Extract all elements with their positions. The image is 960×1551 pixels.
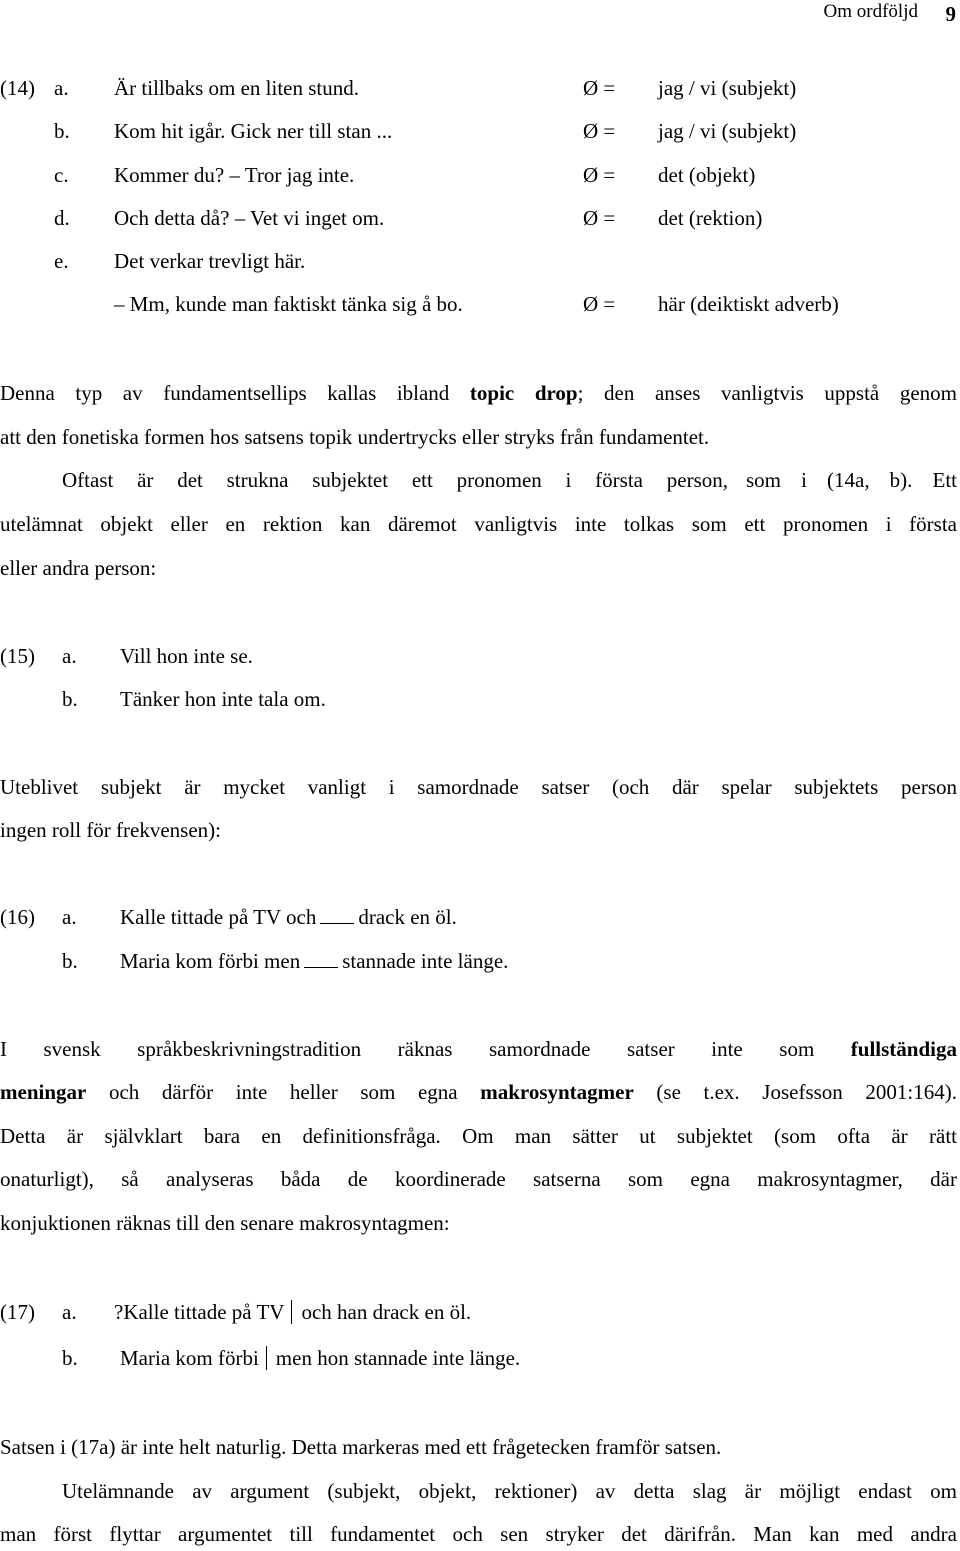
text-run: Denna typ av fundamentsellips kallas ibland xyxy=(0,381,470,405)
boundary-bar xyxy=(266,1346,267,1370)
text-run: I svensk språkbeskrivningstradition räknas samordnade satser inte som xyxy=(0,1037,851,1061)
example-sentence xyxy=(120,1346,520,1370)
paragraph-line: Satsen i (17a) är inte helt naturlig. Detta markeras med ett frågetecken framför satsen. xyxy=(0,1435,722,1459)
example-gloss: här (deiktiskt adverb) xyxy=(658,292,839,316)
null-symbol: Ø = xyxy=(583,163,616,187)
example-letter: a. xyxy=(54,76,69,100)
example-number: (15) xyxy=(0,644,35,668)
example-gloss: jag / vi (subjekt) xyxy=(658,119,797,143)
text-run: ; den anses vanligtvis uppstå genom xyxy=(577,381,957,405)
paragraph-line: Utelämnande av argument (subjekt, objekt, rektioner) av detta slag är möjligt endast om xyxy=(62,1479,957,1503)
paragraph-line: eller andra person: xyxy=(0,556,157,580)
example-sentence: Kom hit igår. Gick ner till stan ... xyxy=(114,119,393,143)
example-sentence xyxy=(120,905,457,929)
paragraph-line xyxy=(0,381,957,405)
example-sentence: Vill hon inte se. xyxy=(120,644,253,668)
term-topic-drop: topic drop xyxy=(469,381,578,405)
paragraph-line: ingen roll för frekvensen): xyxy=(0,818,222,842)
paragraph-line: Uteblivet subjekt är mycket vanligt i samordnade satser (och där spelar subjektets person xyxy=(0,775,957,799)
text-run: Maria kom förbi xyxy=(120,1346,259,1370)
null-symbol: Ø = xyxy=(583,206,616,230)
example-letter: b. xyxy=(54,119,70,143)
null-symbol: Ø = xyxy=(583,119,616,143)
text-run: Kalle tittade på TV och xyxy=(120,905,317,929)
text-run: Maria kom förbi men xyxy=(120,949,301,973)
example-letter: b. xyxy=(62,949,78,973)
text-run: drack en öl. xyxy=(358,905,457,929)
example-sentence: Kommer du? – Tror jag inte. xyxy=(114,163,355,187)
example-sentence: Det verkar trevligt här. xyxy=(114,249,306,273)
example-letter: a. xyxy=(62,905,77,929)
paragraph-line: att den fonetiska formen hos satsens topik undertrycks eller stryks från fundamentet. xyxy=(0,425,710,449)
gap-blank xyxy=(304,965,338,968)
example-gloss: det (objekt) xyxy=(658,163,756,187)
null-symbol: Ø = xyxy=(583,76,616,100)
paragraph-line xyxy=(0,1037,957,1061)
paragraph-line: onaturligt), så analyseras båda de koordinerade satserna som egna makrosyntagmer, där xyxy=(0,1167,957,1191)
example-letter: a. xyxy=(62,644,77,668)
example-sentence xyxy=(114,1300,471,1324)
page-number: 9 xyxy=(945,2,956,26)
paragraph-line: Detta är självklart bara en definitionsfråga. Om man sätter ut subjektet (som ofta är rätt xyxy=(0,1124,957,1148)
text-run: och han drack en öl. xyxy=(301,1300,472,1324)
example-letter: d. xyxy=(54,206,70,230)
running-header: Om ordföljd xyxy=(823,1,918,22)
example-letter: e. xyxy=(54,249,69,273)
gap-blank xyxy=(320,921,354,924)
example-letter: b. xyxy=(62,1346,78,1370)
null-symbol: Ø = xyxy=(583,292,616,316)
text-run: (se t.ex. Josefsson 2001:164). xyxy=(633,1080,957,1104)
example-sentence-reply: – Mm, kunde man faktiskt tänka sig å bo. xyxy=(114,292,463,316)
paragraph-line: som i (14a, b). Ett xyxy=(746,468,957,492)
paragraph-line: konjuktionen räknas till den senare makrosyntagmen: xyxy=(0,1211,450,1235)
term-meningar: meningar xyxy=(0,1080,87,1104)
example-sentence xyxy=(120,949,508,973)
example-number: (14) xyxy=(0,76,35,100)
example-gloss: jag / vi (subjekt) xyxy=(658,76,797,100)
text-run: men hon stannade inte länge. xyxy=(275,1346,521,1370)
term-makrosyntagmer: makrosyntagmer xyxy=(480,1080,634,1104)
example-letter: a. xyxy=(62,1300,77,1324)
text-run: ?Kalle tittade på TV xyxy=(114,1300,285,1324)
example-gloss: det (rektion) xyxy=(658,206,763,230)
example-number: (16) xyxy=(0,905,35,929)
paragraph-line: Oftast är det strukna subjektet ett pronomen i första person, xyxy=(62,468,728,492)
example-sentence: Och detta då? – Vet vi inget om. xyxy=(114,206,385,230)
paragraph-line xyxy=(0,1080,957,1104)
boundary-bar xyxy=(291,1300,292,1324)
term-fullstandiga: fullständiga xyxy=(850,1037,957,1061)
text-run: och därför inte heller som egna xyxy=(86,1080,481,1104)
example-sentence: Är tillbaks om en liten stund. xyxy=(114,76,359,100)
example-number: (17) xyxy=(0,1300,35,1324)
example-letter: c. xyxy=(54,163,69,187)
text-run: stannade inte länge. xyxy=(342,949,509,973)
example-sentence: Tänker hon inte tala om. xyxy=(120,687,326,711)
paragraph-line: man först flyttar argumentet till fundamentet och sen stryker det därifrån. Man kan med andra xyxy=(0,1522,957,1546)
paragraph-line: utelämnat objekt eller en rektion kan däremot vanligtvis inte tolkas som ett pronomen i första xyxy=(0,512,957,536)
example-letter: b. xyxy=(62,687,78,711)
